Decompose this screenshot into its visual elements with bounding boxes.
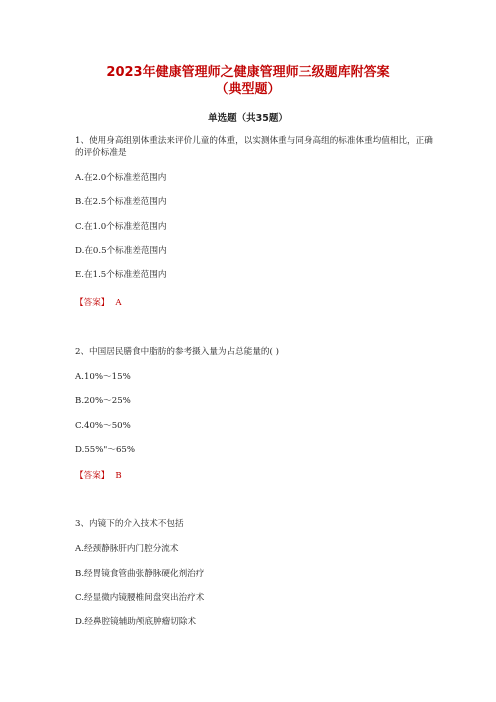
document-title: 2023年健康管理师之健康管理师三级题库附答案 [106, 65, 390, 80]
answer-value: B [115, 471, 122, 481]
question-1-option-b: B.在2.5个标准差范围内 [75, 197, 167, 207]
answer-value: A [115, 298, 122, 308]
section-heading: 单选题（共35题） [208, 113, 288, 124]
question-2-option-c: C.40%～50% [75, 421, 131, 431]
question-2-text: 2、中国居民膳食中脂肪的参考摄入量为占总能量的( ) [75, 347, 279, 357]
question-3-option-c: C.经显微内镜腰椎间盘突出治疗术 [75, 593, 205, 603]
question-3-option-a: A.经颈静脉肝内门腔分流术 [75, 544, 179, 554]
question-2-option-d: D.55%"～65% [75, 445, 136, 455]
question-2-answer [75, 470, 122, 482]
answer-tag: 【答案】 [75, 471, 110, 481]
answer-tag: 【答案】 [75, 298, 110, 308]
question-1-option-e: E.在1.5个标准差范围内 [75, 270, 167, 280]
question-1-option-a: A.在2.0个标准差范围内 [75, 173, 167, 183]
question-1-option-c: C.在1.0个标准差范围内 [75, 222, 167, 232]
question-3-option-b: B.经胃镜食管曲张静脉硬化剂治疗 [75, 569, 205, 579]
question-3-text: 3、内镜下的介入技术不包括 [75, 519, 184, 529]
question-2-option-b: B.20%～25% [75, 396, 131, 406]
question-2-option-a: A.10%～15% [75, 372, 131, 382]
question-1-answer [75, 297, 122, 309]
question-1-text: 1、使用身高组别体重法来评价儿童的体重，以实测体重与同身高组的标准体重均值相比，正确的评价标准是 [75, 136, 433, 158]
question-1-option-d: D.在0.5个标准差范围内 [75, 246, 167, 256]
document-subtitle: （典型题） [215, 82, 281, 97]
question-3-option-d: D.经鼻腔镜辅助颅底肿瘤切除术 [75, 617, 197, 627]
